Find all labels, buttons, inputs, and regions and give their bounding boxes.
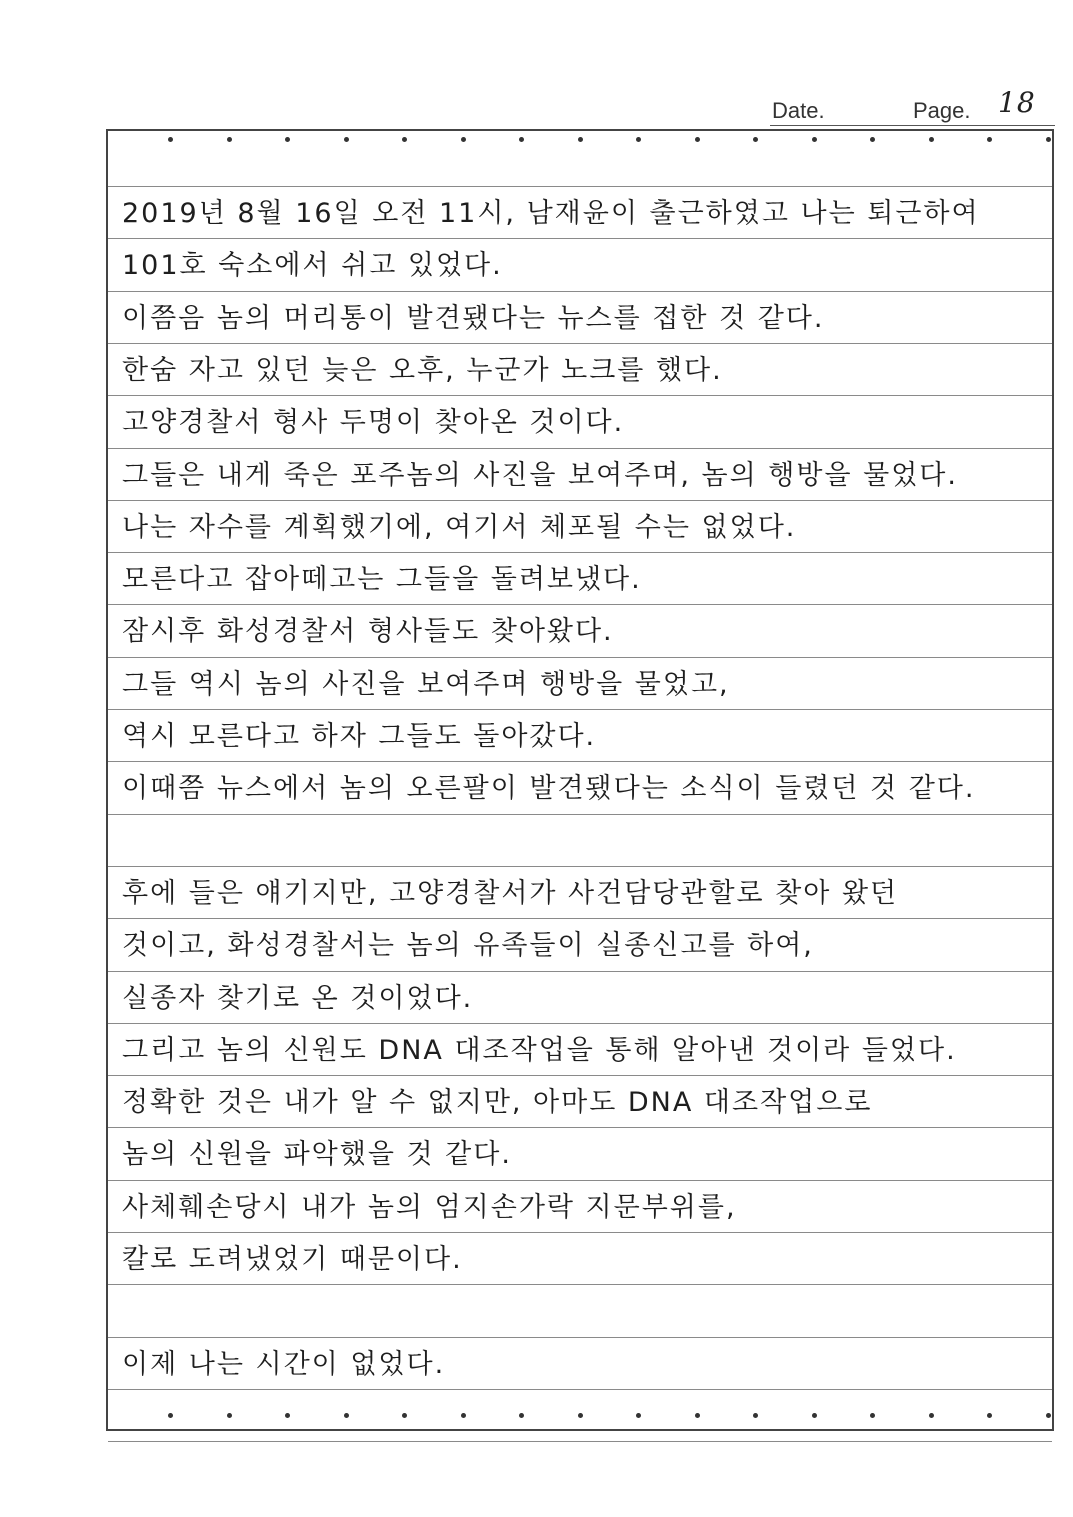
binder-hole <box>344 1413 349 1418</box>
text-line: 그리고 놈의 신원도 DNA 대조작업을 통해 알아낸 것이라 들었다. <box>122 1034 957 1066</box>
binder-hole <box>402 137 407 142</box>
page-label: Page. <box>913 98 971 123</box>
text-line: 이때쯤 뉴스에서 놈의 오른팔이 발견됐다는 소식이 들렸던 것 같다. <box>122 773 976 805</box>
binder-hole <box>1046 137 1051 142</box>
binder-hole <box>870 137 875 142</box>
ruled-line <box>108 1441 1052 1442</box>
page-number: 18 <box>998 86 1036 119</box>
page-header <box>770 82 1060 130</box>
binder-hole <box>870 1413 875 1418</box>
binder-hole <box>227 137 232 142</box>
binder-hole <box>695 137 700 142</box>
text-line: 놈의 신원을 파악했을 것 같다. <box>122 1139 512 1171</box>
text-line: 이제 나는 시간이 없었다. <box>122 1348 446 1380</box>
binder-hole <box>285 1413 290 1418</box>
binder-hole <box>812 1413 817 1418</box>
header-underline <box>770 125 1055 126</box>
text-line: 이쯤음 놈의 머리통이 발견됐다는 뉴스를 접한 것 같다. <box>122 302 825 334</box>
text-line: 한숨 자고 있던 늦은 오후, 누군가 노크를 했다. <box>122 354 723 386</box>
text-line: 것이고, 화성경찰서는 놈의 유족들이 실종신고를 하여, <box>122 930 814 962</box>
text-line: 후에 들은 얘기지만, 고양경찰서가 사건담당관할로 찾아 왔던 <box>122 877 899 909</box>
binder-hole <box>929 1413 934 1418</box>
binder-hole <box>168 137 173 142</box>
text-line: 고양경찰서 형사 두명이 찾아온 것이다. <box>122 407 625 439</box>
binder-holes-top <box>108 137 1052 147</box>
binder-hole <box>285 137 290 142</box>
text-line: 2019년 8월 16일 오전 11시, 남재윤이 출근하였고 나는 퇴근하여 <box>122 198 980 229</box>
text-line: 그들 역시 놈의 사진을 보여주며 행방을 물었고, <box>122 668 730 700</box>
binder-hole <box>227 1413 232 1418</box>
ruled-line <box>108 186 1052 187</box>
binder-hole <box>987 1413 992 1418</box>
binder-hole <box>929 137 934 142</box>
text-line: 101호 숙소에서 쉬고 있었다. <box>122 250 503 282</box>
text-line: 정확한 것은 내가 알 수 없지만, 아마도 DNA 대조작업으로 <box>122 1087 873 1119</box>
ruled-line <box>108 1337 1052 1338</box>
binder-hole <box>753 1413 758 1418</box>
binder-hole <box>461 137 466 142</box>
text-line: 모른다고 잡아떼고는 그들을 돌려보냈다. <box>122 564 642 596</box>
binder-hole <box>519 137 524 142</box>
text-line: 그들은 내게 죽은 포주놈의 사진을 보여주며, 놈의 행방을 물었다. <box>122 459 958 491</box>
binder-hole <box>344 137 349 142</box>
date-label: Date. <box>772 98 825 123</box>
ruled-sheet <box>106 129 1054 1431</box>
binder-hole <box>402 1413 407 1418</box>
text-line: 역시 모른다고 하자 그들도 돌아갔다. <box>122 721 597 752</box>
binder-hole <box>168 1413 173 1418</box>
ruled-line <box>108 866 1052 867</box>
binder-hole <box>987 137 992 142</box>
text-line: 나는 자수를 계획했기에, 여기서 체포될 수는 없었다. <box>122 511 797 543</box>
binder-holes-bottom <box>108 1413 1052 1423</box>
binder-hole <box>461 1413 466 1418</box>
binder-hole <box>1046 1413 1051 1418</box>
binder-hole <box>636 1413 641 1418</box>
binder-hole <box>636 137 641 142</box>
binder-hole <box>695 1413 700 1418</box>
text-line: 잠시후 화성경찰서 형사들도 찾아왔다. <box>122 616 614 648</box>
binder-hole <box>578 137 583 142</box>
text-line: 실종자 찾기로 온 것이었다. <box>122 982 474 1014</box>
binder-hole <box>519 1413 524 1418</box>
binder-hole <box>578 1413 583 1418</box>
text-line: 칼로 도려냈었기 때문이다. <box>122 1244 463 1275</box>
binder-hole <box>753 137 758 142</box>
binder-hole <box>812 137 817 142</box>
text-line: 사체훼손당시 내가 놈의 엄지손가락 지문부위를, <box>122 1191 737 1223</box>
